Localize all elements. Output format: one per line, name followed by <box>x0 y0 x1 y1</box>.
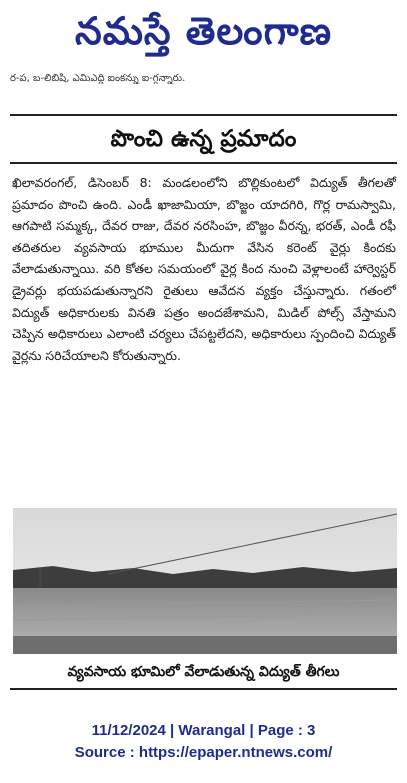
previous-article-cutline: ర-ప, బ-లిబిషి, ఎమిఎద్ది ఐంకన్ను ఐ-గ్గన్నారు. <box>10 73 186 84</box>
article-body: ఖిలావరంగల్, డిసెంబర్ 8: మండలంలోని బొల్లికుంటలో విద్యుత్ తీగలతో ప్రమాదం పొంచి ఉంది. ఎండీ ఖాజామియా, బొజ్జం యాదగిరి, గొర్ల రామస్వామి, ఆగపాటి సమ్మక్క, దేవర రాజు, దేవర నరసింహ, బొజ్జం వీరన్న, భరత్, ఎండీ రఫీ తదితరుల వ్యవసాయ భూముల మీదుగా వేసిన కరెంట్ వైర్లు కిందకు వేలాడుతున్నాయి. వరి కోతల సమయంలో వైర్ల కింద నుంచి వెళ్లాలంటే హార్వెస్టర్ డ్రైవర్లు భయపడుతున్నారని రైతులు ఆవేదన వ్యక్తం చేస్తున్నారు. గతంలో విద్యుత్ అధికారులకు వినతి పత్రం అందజేశామని, మిడిల్ పోల్స్ వేస్తామని చెప్పిన అధికారులు ఎలాంటి చర్యలు చేపట్టలేదని, అధికారులు స్పందించి విద్యుత్ వైర్లను సరిచేయాలని కోరుతున్నారు. <box>12 175 396 363</box>
footer-date-edition: 11/12/2024 | Warangal | Page : 3 <box>91 722 316 739</box>
headline-top-rule <box>10 114 397 116</box>
caption-bottom-rule <box>10 688 397 690</box>
photo-caption: వ్యవసాయ భూమిలో వేలాడుతున్న విద్యుత్ తీగలు <box>67 663 340 680</box>
footer-source: Source : https://epaper.ntnews.com/ <box>74 744 333 761</box>
article-photo <box>13 508 397 654</box>
headline-bottom-rule <box>10 162 397 164</box>
masthead-title: నమస్తే తెలంగాణ <box>75 7 332 53</box>
article-headline: పొంచి ఉన్న ప్రమాదం <box>110 126 297 152</box>
